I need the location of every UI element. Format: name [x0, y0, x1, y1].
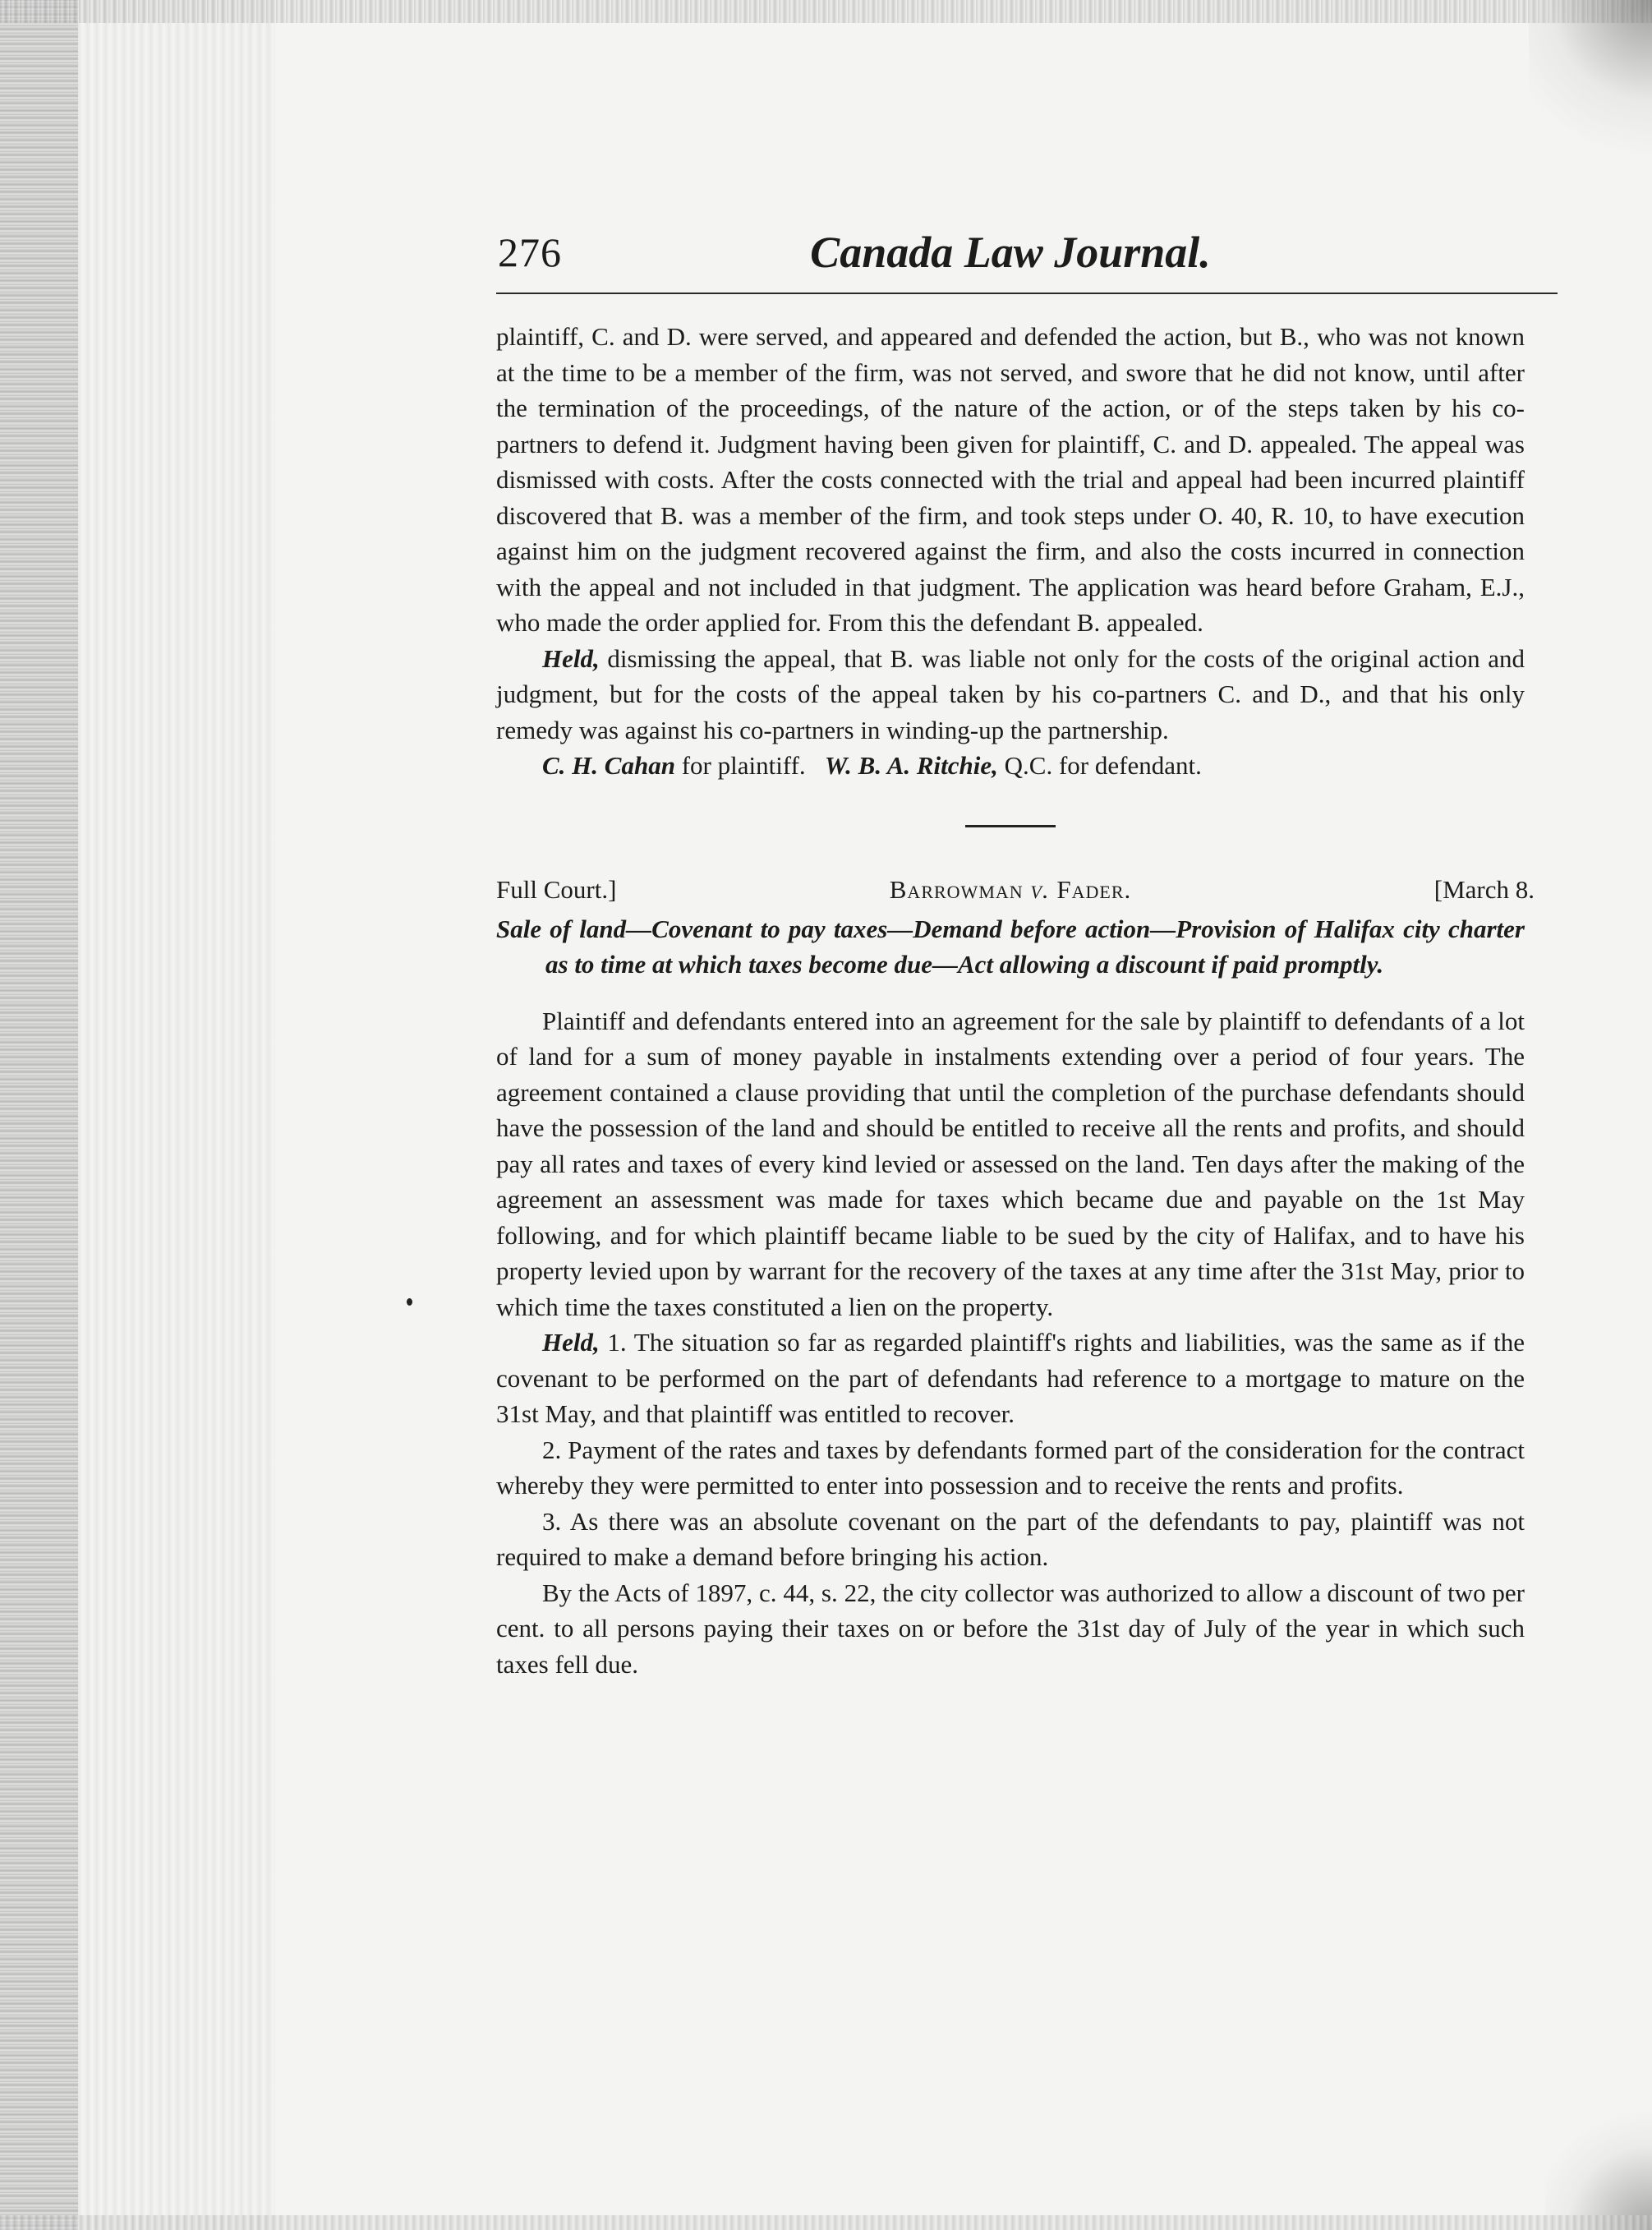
stray-mark — [407, 1298, 412, 1306]
held-1-text: 1. The situation so far as regarded plaintiff's rights and liabilities, was the same as if the covenant to be performed on the part of defendants had reference to a mortgage to mature on the 31st May, and that plaintiff was entitled to recover. — [496, 1328, 1525, 1428]
defendant-counsel-suffix: Q.C. for defendant. — [997, 751, 1202, 780]
court-label: Full Court.] — [496, 874, 617, 904]
case-headnote: Sale of land—Covenant to pay taxes—Demand before action—Provision of Halifax city charter as to time at which taxes become due—Act allowing a discount if paid promptly. — [496, 914, 1525, 979]
case-versus: v. — [1030, 874, 1050, 904]
case-date: [March 8. — [1433, 874, 1535, 904]
defendant-counsel-name: W. B. A. Ritchie, — [824, 751, 998, 780]
case-title — [496, 872, 1525, 908]
scan-edge-shading — [78, 0, 275, 2230]
counsel-line — [496, 748, 1525, 784]
scan-edge-bottom — [0, 2215, 1652, 2230]
case-party-defendant: Fader. — [1056, 874, 1132, 904]
scan-corner-top-right — [1529, 0, 1652, 189]
held-text: dismissing the appeal, that B. was liable not only for the costs of the original action and judgment, but for the costs of the appeal taken by his co-partners C. and D., and that his only remedy was against his co-partners in winding-up the partnership. — [496, 643, 1525, 744]
running-head — [496, 222, 1525, 288]
section-divider — [965, 825, 1056, 827]
case-facts: Plaintiff and defendants entered into an agreement for the sale by plaintiff to defendants of a lot of land for a sum of money payable in instalments extending over a period of four years. The agreement contained a clause providing that until the completion of the purchase defendants should have the possession of the land and should be entitled to receive all the rents and profits, and should pay all rates and taxes of every kind levied or assessed on the land. Ten days after the making of the agreement an assessment was made for taxes which became due and payable on the 1st May following, and for which plaintiff became liable to be sued by the city of Halifax, and to have his property levied upon by warrant for the recovery of the taxes at any time after the 31st May, prior to which time the taxes constituted a lien on the property. — [496, 1006, 1525, 1321]
scan-corner-bottom-right — [1545, 2099, 1652, 2230]
case-acts: By the Acts of 1897, c. 44, s. 22, the city collector was authorized to allow a discount of two per cent. to all persons paying their taxes on or before the 31st day of July of the year in which such taxes fell due. — [496, 1578, 1525, 1679]
scan-edge-left — [0, 0, 78, 2230]
case-held-3: 3. As there was an absolute covenant on the part of the defendants to pay, plaintiff was not required to make a demand before bringing his action. — [496, 1506, 1525, 1571]
page-number: 276 — [498, 229, 562, 275]
scan-edge-top — [0, 0, 1652, 23]
header-rule — [496, 293, 1558, 294]
case-header — [496, 872, 1535, 911]
case-held-2: 2. Payment of the rates and taxes by defendants formed part of the consideration for the contract whereby they were permitted to enter into possession and to receive the rents and profits. — [496, 1435, 1525, 1500]
case-party-plaintiff: Barrowman — [889, 874, 1024, 904]
plaintiff-counsel-name: C. H. Cahan — [542, 751, 675, 780]
journal-title: Canada Law Journal. — [810, 228, 1211, 277]
plaintiff-counsel-suffix: for plaintiff. — [674, 751, 806, 780]
body-text — [496, 319, 1535, 1682]
held-label: Held, — [542, 1328, 600, 1357]
held-label: Held, — [542, 643, 600, 673]
previous-case-paragraph: plaintiff, C. and D. were served, and appeared and defended the action, but B., who was not known at the time to be a member of the firm, was not served, and swore that he did not know, until after the termination of the proceedings, of the nature of the action, or of the steps taken by his co-partners to defend it. Judgment having been given for plaintiff, C. and D. appealed. The appeal was dismissed with costs. After the costs connected with the trial and appeal had been incurred plaintiff discovered that B. was a member of the firm, and took steps under O. 40, R. 10, to have execution against him on the judgment recovered against the firm, and also the costs incurred in connection with the appeal and not included in that judgment. The application was heard before Graham, E.J., who made the order applied for. From this the defendant B. appealed. — [496, 322, 1525, 637]
case-held-1 — [496, 1325, 1525, 1432]
previous-case-held — [496, 641, 1525, 749]
journal-page — [496, 222, 1535, 1679]
